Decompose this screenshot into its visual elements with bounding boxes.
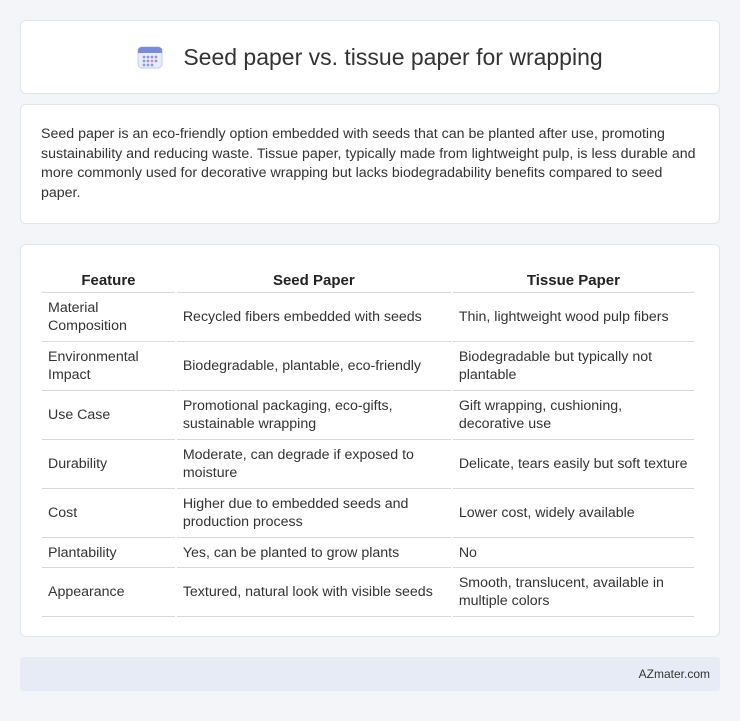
tissue-paper-cell: Lower cost, widely available [453, 489, 694, 538]
seed-paper-cell: Textured, natural look with visible seeds [177, 568, 451, 617]
table-row [42, 391, 694, 440]
comparison-table [40, 263, 696, 617]
tissue-paper-cell: Biodegradable but typically not plantable [453, 342, 694, 391]
tissue-paper-cell: Gift wrapping, cushioning, decorative use [453, 391, 694, 440]
feature-cell: Durability [42, 440, 175, 489]
seed-paper-cell: Moderate, can degrade if exposed to moisture [177, 440, 451, 489]
header-feature: Feature [42, 263, 175, 293]
intro-paragraph: Seed paper is an eco-friendly option embedded with seeds that can be planted after use, promoting sustainability and reducing waste. Tissue paper, typically made from lightweight pulp, is less durable and more commonly used for decorative wrapping but lacks biodegradability benefits compared to seed paper. [41, 126, 696, 201]
seed-paper-cell: Yes, can be planted to grow plants [177, 538, 451, 568]
comparison-card [20, 244, 720, 637]
seed-paper-cell: Biodegradable, plantable, eco-friendly [177, 342, 451, 391]
feature-cell: Use Case [42, 391, 175, 440]
seed-paper-cell: Higher due to embedded seeds and production process [177, 489, 451, 538]
seed-paper-cell: Promotional packaging, eco-gifts, sustainable wrapping [177, 391, 451, 440]
title-card [20, 20, 720, 94]
header-tissue-paper: Tissue Paper [453, 263, 694, 293]
table-row [42, 538, 694, 568]
table-row [42, 293, 694, 342]
feature-cell: Appearance [42, 568, 175, 617]
table-header-row [42, 263, 694, 293]
table-row [42, 489, 694, 538]
table-row [42, 440, 694, 489]
seed-paper-cell: Recycled fibers embedded with seeds [177, 293, 451, 342]
feature-cell: Plantability [42, 538, 175, 568]
tissue-paper-cell: No [453, 538, 694, 568]
footer-brand: AZmater.com [638, 667, 710, 681]
table-row [42, 568, 694, 617]
header-seed-paper: Seed Paper [177, 263, 451, 293]
calendar-icon [137, 45, 163, 69]
feature-cell: Material Composition [42, 293, 175, 342]
table-row [42, 342, 694, 391]
page-title: Seed paper vs. tissue paper for wrapping [183, 43, 603, 70]
footer-bar [20, 657, 720, 691]
title-wrap [137, 44, 602, 71]
intro-card [20, 104, 720, 224]
tissue-paper-cell: Thin, lightweight wood pulp fibers [453, 293, 694, 342]
tissue-paper-cell: Delicate, tears easily but soft texture [453, 440, 694, 489]
feature-cell: Cost [42, 489, 175, 538]
tissue-paper-cell: Smooth, translucent, available in multiple colors [453, 568, 694, 617]
feature-cell: Environmental Impact [42, 342, 175, 391]
